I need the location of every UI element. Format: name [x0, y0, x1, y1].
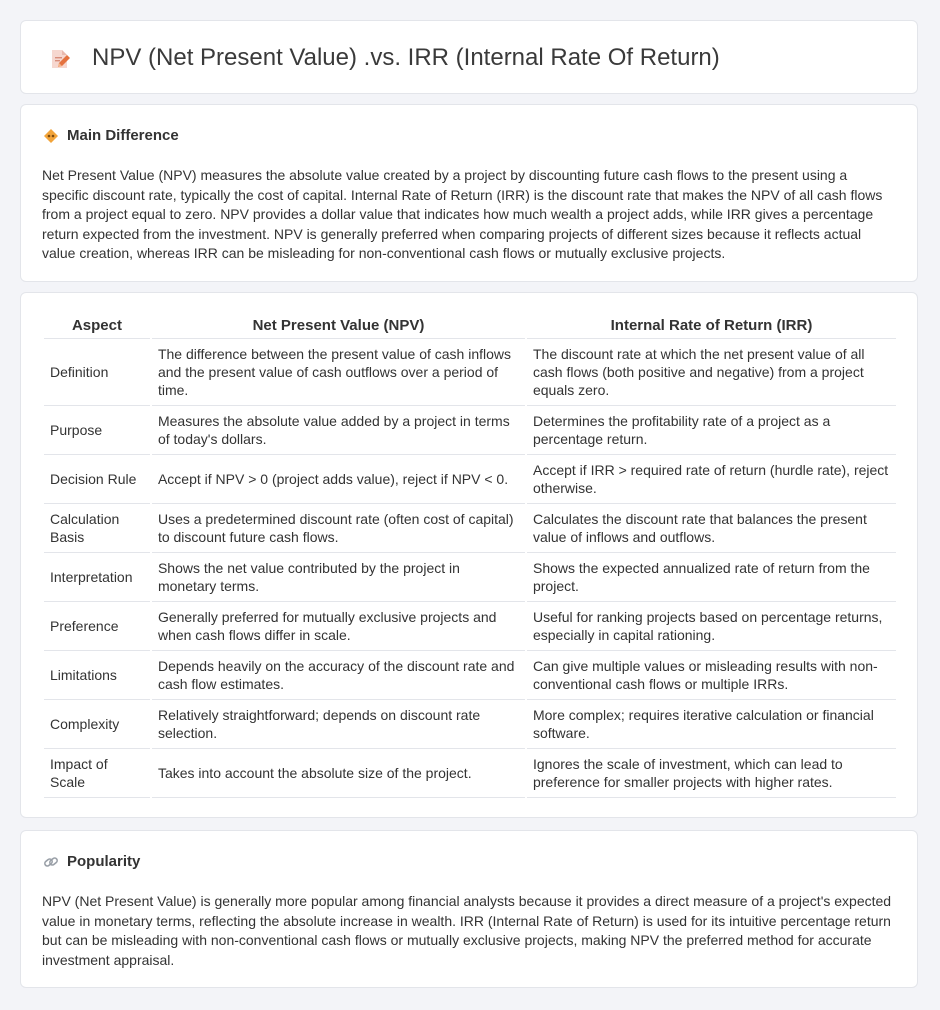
- npv-cell: Depends heavily on the accuracy of the discount rate and cash flow estimates.: [152, 651, 525, 700]
- npv-cell: Generally preferred for mutually exclusive projects and when cash flows differ in scale.: [152, 602, 525, 651]
- table-row: [44, 700, 896, 749]
- aspect-cell: Preference: [44, 602, 150, 651]
- aspect-cell: Impact of Scale: [44, 749, 150, 798]
- aspect-cell: Limitations: [44, 651, 150, 700]
- npv-cell: Measures the absolute value added by a project in terms of today's dollars.: [152, 406, 525, 455]
- irr-cell: Useful for ranking projects based on percentage returns, especially in capital rationing.: [527, 602, 896, 651]
- header-npv: Net Present Value (NPV): [152, 312, 525, 339]
- npv-cell: Relatively straightforward; depends on discount rate selection.: [152, 700, 525, 749]
- aspect-cell: Decision Rule: [44, 455, 150, 504]
- irr-cell: More complex; requires iterative calculation or financial software.: [527, 700, 896, 749]
- npv-cell: Shows the net value contributed by the project in monetary terms.: [152, 553, 525, 602]
- npv-cell: Uses a predetermined discount rate (often cost of capital) to discount future cash flows.: [152, 504, 525, 553]
- irr-cell: Calculates the discount rate that balances the present value of inflows and outflows.: [527, 504, 896, 553]
- popularity-heading: Popularity: [67, 853, 141, 870]
- aspect-cell: Purpose: [44, 406, 150, 455]
- npv-cell: Takes into account the absolute size of the project.: [152, 749, 525, 798]
- page-title: NPV (Net Present Value) .vs. IRR (Internal Rate Of Return): [92, 44, 720, 71]
- document-edit-icon: [49, 48, 71, 70]
- table-row: [44, 406, 896, 455]
- aspect-cell: Calculation Basis: [44, 504, 150, 553]
- comparison-section: [20, 292, 918, 818]
- main-difference-text: Net Present Value (NPV) measures the absolute value created by a project by discounting future cash flows to the present using a specific discount rate, typically the cost of capital. Internal Rate of Return (IRR) is the discount rate that makes the NPV of all cash flows from a project equal to zero. NPV provides a dollar value that indicates how much wealth a project adds, while IRR gives a percentage return expected from the investment. NPV is generally preferred when comparing projects of different sizes because it reflects actual value creation, whereas IRR can be misleading for non-conventional cash flows or mutually exclusive projects.: [42, 167, 883, 262]
- table-row: [44, 749, 896, 798]
- table-row: [44, 504, 896, 553]
- irr-cell: Ignores the scale of investment, which can lead to preference for smaller projects with higher rates.: [527, 749, 896, 798]
- irr-cell: Determines the profitability rate of a project as a percentage return.: [527, 406, 896, 455]
- header-irr: Internal Rate of Return (IRR): [527, 312, 896, 339]
- main-difference-heading: Main Difference: [67, 127, 179, 144]
- aspect-cell: Interpretation: [44, 553, 150, 602]
- irr-cell: Can give multiple values or misleading results with non-conventional cash flows or multiple IRRs.: [527, 651, 896, 700]
- table-header-row: [44, 312, 896, 339]
- aspect-cell: Definition: [44, 339, 150, 406]
- table-row: [44, 651, 896, 700]
- popularity-text: NPV (Net Present Value) is generally more popular among financial analysts because it provides a direct measure of a project's expected value in monetary terms, reflecting the absolute increase in wealth. IRR (Internal Rate of Return) is used for its intuitive percentage return but can be misleading with non-conventional cash flows or mutually exclusive projects, making NPV the preferred method for accurate investment appraisal.: [42, 893, 892, 968]
- link-icon: [43, 854, 59, 870]
- table-row: [44, 455, 896, 504]
- aspect-cell: Complexity: [44, 700, 150, 749]
- irr-cell: Accept if IRR > required rate of return (hurdle rate), reject otherwise.: [527, 455, 896, 504]
- diamond-badge-icon: [43, 128, 59, 144]
- npv-cell: The difference between the present value of cash inflows and the present value of cash outflows over a period of time.: [152, 339, 525, 406]
- table-row: [44, 602, 896, 651]
- table-row: [44, 339, 896, 406]
- main-difference-section: [20, 104, 918, 282]
- irr-cell: The discount rate at which the net present value of all cash flows (both positive and negative) from a project equals zero.: [527, 339, 896, 406]
- header-aspect: Aspect: [44, 312, 150, 339]
- popularity-section: [20, 830, 918, 988]
- title-card: [20, 20, 918, 94]
- comparison-table: [42, 312, 898, 798]
- irr-cell: Shows the expected annualized rate of return from the project.: [527, 553, 896, 602]
- table-row: [44, 553, 896, 602]
- npv-cell: Accept if NPV > 0 (project adds value), reject if NPV < 0.: [152, 455, 525, 504]
